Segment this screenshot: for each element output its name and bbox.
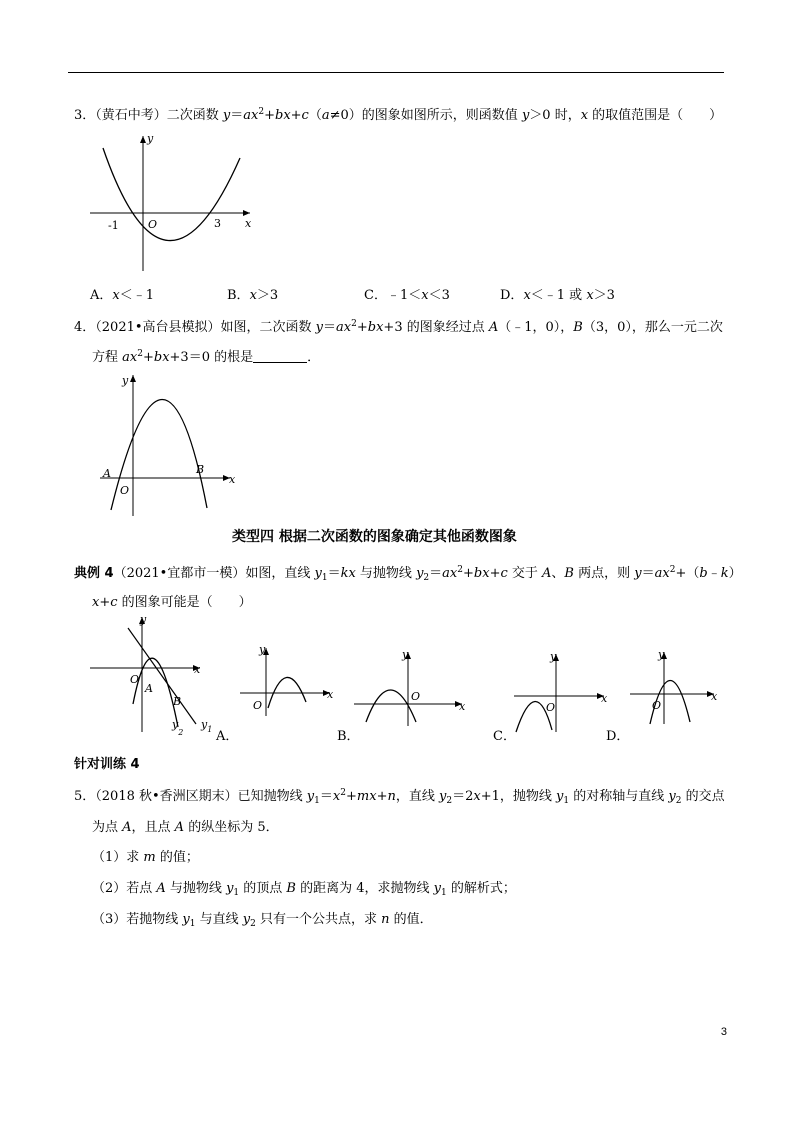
drill-title: 针对训练 4	[74, 757, 140, 772]
q4-graph	[95, 370, 245, 520]
svg-text:x: x	[459, 700, 466, 713]
q3-stem: 3．（黄石中考）二次函数 $y=ax^2+bx+c(a\ne 0)$的图象如图所示，则函数值 y＞0 时，x 的取值范围是（ ）	[74, 107, 723, 123]
q3-option-c[interactable]: C．﹣1＜x＜3	[364, 288, 450, 303]
q5-stem-line2: 为点 A，且点 A 的纵坐标为 5．	[92, 820, 279, 835]
q5-sub1: （1）求 m 的值；	[92, 850, 199, 865]
ex4-option-b[interactable]: B．	[337, 729, 360, 744]
ex4-y2-label: $y_2$	[172, 718, 184, 737]
ex4-option-d[interactable]: D．	[606, 729, 630, 744]
ex4-y1-label: $y_1$	[201, 718, 213, 734]
q3-option-a[interactable]: A．x＜﹣1	[90, 288, 155, 303]
svg-text:O: O	[411, 690, 421, 703]
q4-stem-line1: 4．（2021•高台县模拟）如图，二次函数 $y=ax^2+bx+3$ 的图象经过点 A（﹣1，0），B（3，0），那么一元二次	[74, 319, 723, 335]
svg-text:O: O	[253, 699, 263, 712]
ex4-option-c-graph	[512, 650, 612, 735]
q3-option-d[interactable]: D．x＜﹣1 或 x＞3	[500, 288, 615, 303]
svg-text:y: y	[402, 648, 409, 661]
q3-option-b[interactable]: B．x＞3	[227, 288, 279, 303]
section-title: 类型四 根据二次函数的图象确定其他函数图象	[232, 529, 517, 545]
q3-three: 3	[214, 217, 221, 230]
q4-point-a: A	[103, 467, 111, 480]
svg-text:x: x	[327, 688, 334, 701]
ex4-point-b: B	[173, 695, 182, 708]
q3-graph	[85, 128, 265, 273]
ex4-y-label: y	[140, 613, 147, 626]
ex4-option-b-graph	[352, 648, 467, 728]
svg-text:O: O	[652, 699, 662, 712]
q4-answer-blank[interactable]	[253, 350, 307, 363]
ex4-x-label: x	[194, 663, 201, 676]
q4-stem-line2: 方程 $ax^2+bx+3=0$ 的根是 ．	[92, 349, 321, 365]
q5-stem-line1: 5．（2018 秋•香洲区期末）已知抛物线 $y_1=x^2+mx+n$，直线 $y_2=2x+1$，抛物线 $y_1$ 的对称轴与直线 $y_2$ 的交点	[74, 788, 725, 806]
q3-neg1: -1	[108, 219, 119, 232]
ex4-option-c[interactable]: C．	[493, 729, 516, 744]
q4-y-label: y	[122, 374, 129, 387]
ex4-option-a-graph	[238, 640, 338, 720]
svg-text:x: x	[601, 692, 608, 705]
page-number: 3	[720, 1026, 727, 1038]
svg-text:x: x	[711, 690, 718, 703]
ex4-option-d-graph	[628, 648, 723, 728]
q5-sub2: （2）若点 A 与抛物线 $y_1$ 的顶点 B 的距离为 4，求抛物线 $y_1$ 的解析式；	[92, 881, 516, 898]
header-rule	[68, 72, 724, 73]
example4-stem-line2: x+c 的图象可能是（ ）	[92, 595, 252, 610]
q5-sub3: （3）若抛物线 $y_1$ 与直线 $y_2$ 只有一个公共点，求 n 的值．	[92, 912, 433, 929]
ex4-point-a: A	[145, 682, 153, 695]
q3-y-label: y	[147, 132, 154, 145]
ex4-origin: O	[130, 673, 140, 686]
q3-x-label: x	[245, 217, 252, 230]
svg-text:y: y	[259, 643, 266, 656]
svg-text:O: O	[546, 701, 556, 714]
example4-main-graph	[88, 612, 218, 737]
svg-text:y: y	[550, 650, 557, 663]
ex4-option-a[interactable]: A．	[216, 729, 239, 744]
svg-text:y: y	[658, 648, 665, 661]
q4-origin: O	[120, 484, 130, 497]
q4-point-b: B	[196, 463, 205, 476]
example4-stem-line1: 典例 4（2021•宜都市一模）如图，直线 $y_1=kx$ 与抛物线 $y_2=ax^2+bx+c$ 交于 A、B 两点，则 $y=ax^2+(b﹣k)$	[74, 565, 742, 583]
q3-origin: O	[148, 218, 158, 231]
q4-x-label: x	[229, 473, 236, 486]
